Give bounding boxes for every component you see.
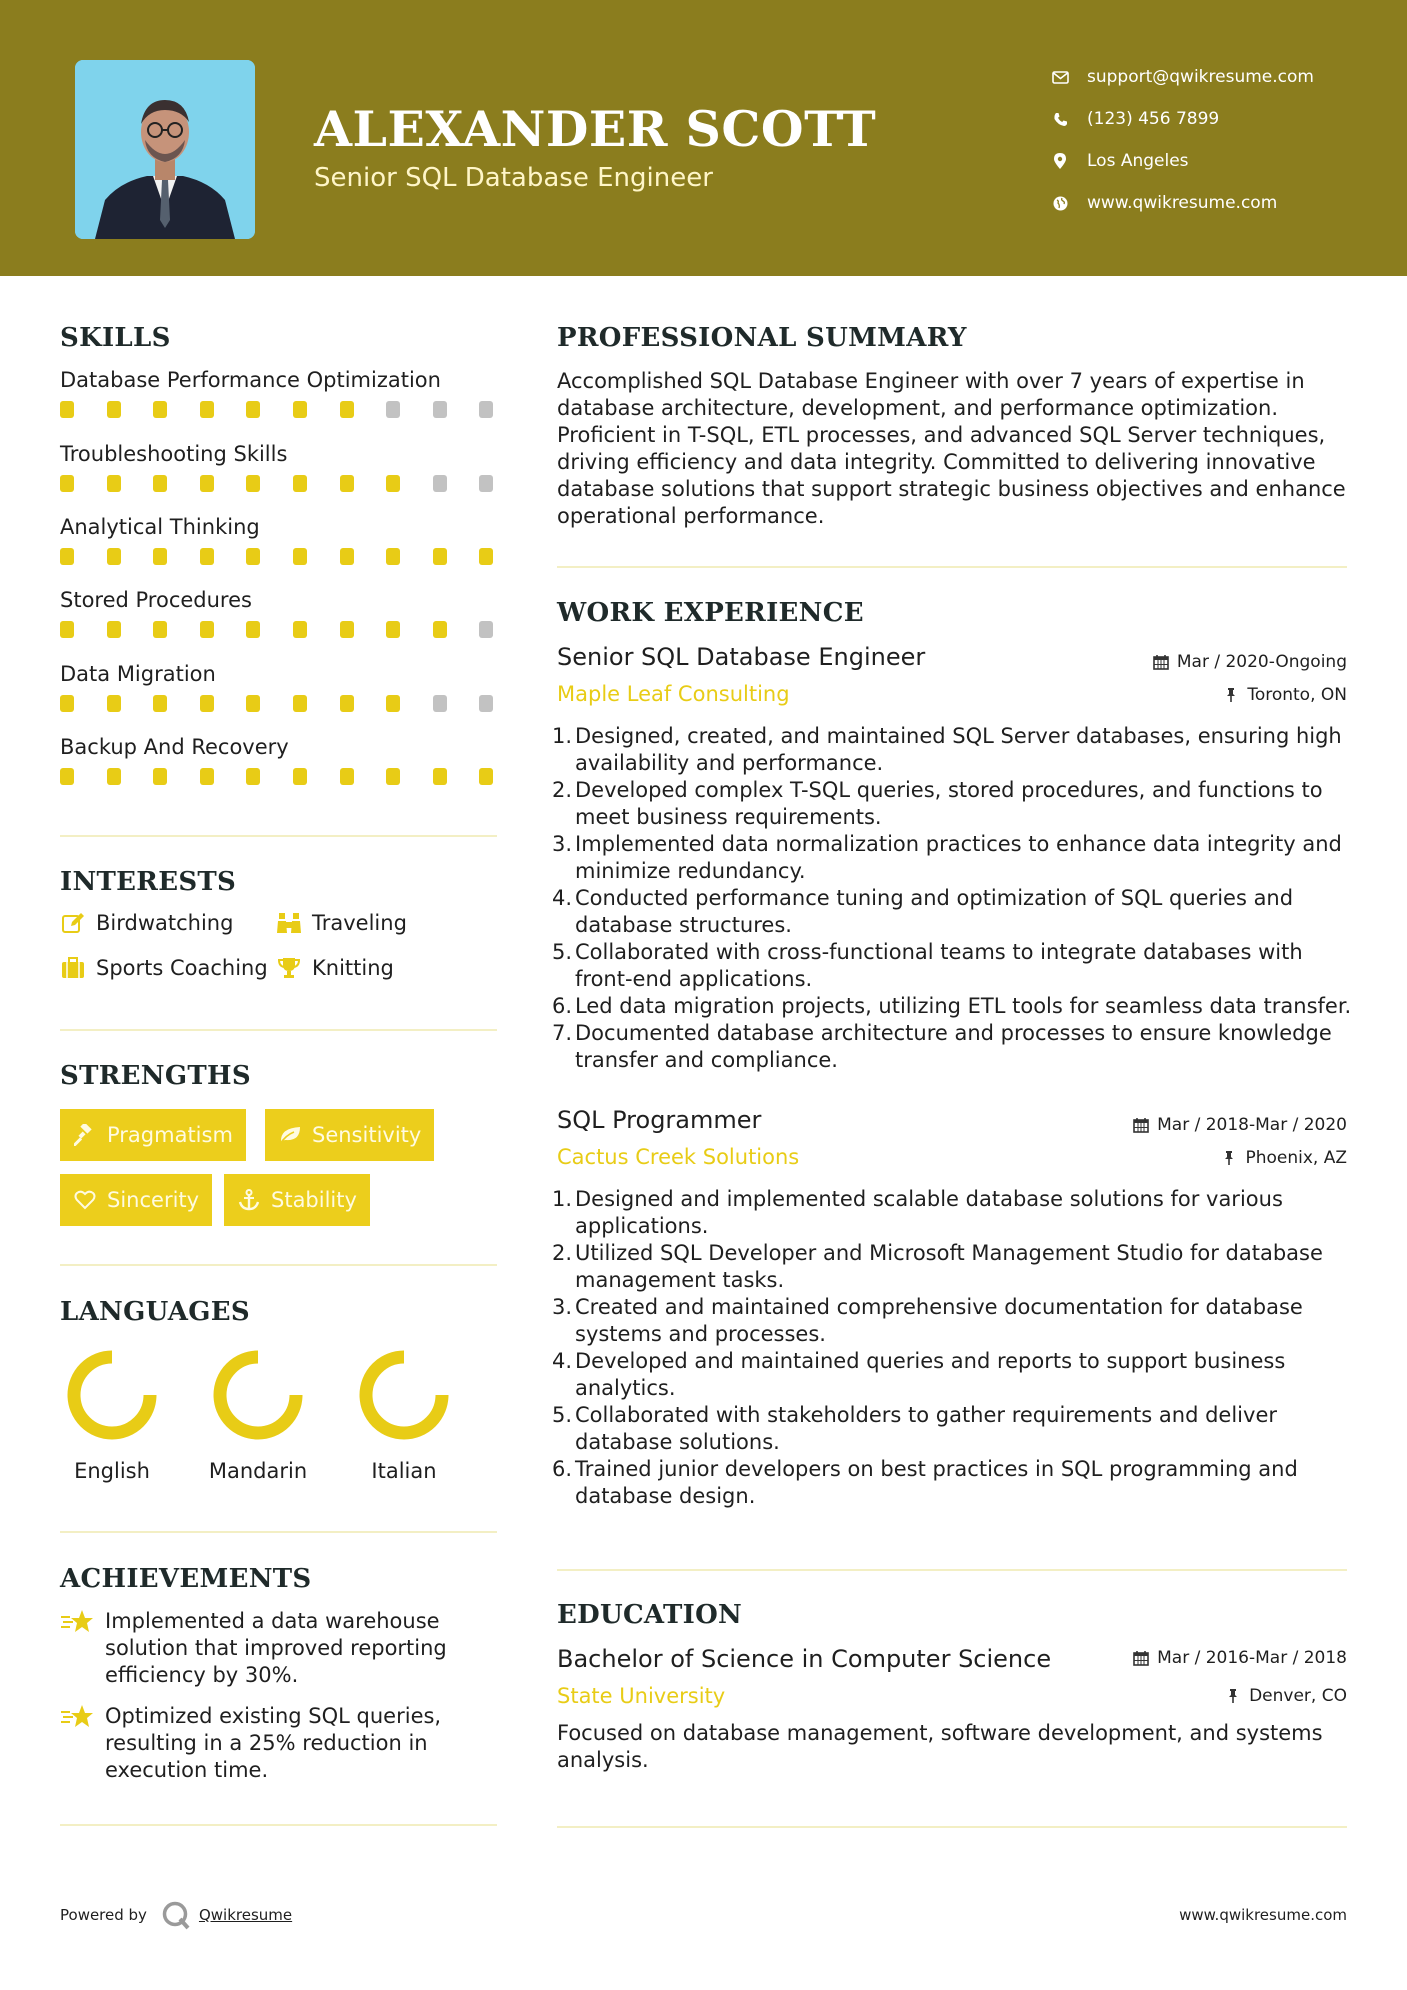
- skill-dot-filled: [293, 548, 307, 565]
- strength-tag: [60, 1174, 212, 1226]
- section-divider: [60, 1029, 497, 1031]
- job-bullet-text: Trained junior developers on best practices in SQL programming and database design.: [575, 1457, 1298, 1508]
- skill-dot-filled: [340, 768, 354, 785]
- strength-tag: [60, 1109, 246, 1161]
- contact-email-text: support@qwikresume.com: [1087, 67, 1314, 87]
- achievement-text: Optimized existing SQL queries, resulting in a 25% reduction in execution time.: [105, 1704, 442, 1782]
- job-title: SQL Programmer: [557, 1106, 762, 1134]
- skill-dot-filled: [107, 695, 121, 712]
- job-bullet-text: Collaborated with cross-functional teams to integrate databases with front-end applications.: [575, 940, 1303, 991]
- school-name: State University: [557, 1684, 726, 1708]
- skill-dot-filled: [479, 768, 493, 785]
- skill-name: Data Migration: [60, 662, 216, 686]
- pin-icon: [1222, 686, 1240, 704]
- language-label: Mandarin: [208, 1459, 308, 1483]
- skill-item: [60, 442, 500, 466]
- job-location-text: Toronto, ON: [1247, 685, 1347, 705]
- skill-dot-filled: [340, 401, 354, 418]
- interest-label: Knitting: [312, 956, 394, 980]
- interest-label: Birdwatching: [96, 911, 234, 935]
- job-location-text: Phoenix, AZ: [1245, 1148, 1347, 1168]
- skill-dot-filled: [153, 768, 167, 785]
- company-name: Cactus Creek Solutions: [557, 1145, 800, 1169]
- job-bullet-text: Designed and implemented scalable database solutions for various applications.: [575, 1187, 1283, 1238]
- skill-dot-filled: [340, 621, 354, 638]
- job-bullet-text: Designed, created, and maintained SQL Server databases, ensuring high availability and performance.: [575, 724, 1342, 775]
- skill-dot-filled: [60, 401, 74, 418]
- trophy-icon: [276, 955, 302, 981]
- calendar-icon: [1132, 1649, 1150, 1667]
- job-location: [1222, 685, 1347, 705]
- summary-text: Accomplished SQL Database Engineer with over 7 years of expertise in database architecture, development, and performance optimization. Proficient in T-SQL, ETL processes, and advanced SQL Server techniques, driving efficiency and data integrity. Committed to delivering innovative database solutions that support strategic business objectives and enhance operational performance.: [557, 369, 1346, 528]
- powered-by: [60, 1900, 292, 1930]
- strength-tag: [224, 1174, 370, 1226]
- skill-dot-empty: [479, 475, 493, 492]
- skill-rating: [60, 768, 500, 786]
- skill-rating: [60, 475, 500, 493]
- skill-dot-filled: [153, 695, 167, 712]
- skill-dot-filled: [153, 475, 167, 492]
- skill-item: [60, 662, 500, 686]
- job-bullet: 6. Led data migration projects, utilizing ETL tools for seamless data transfer.: [552, 994, 1352, 1018]
- skill-dot-filled: [340, 695, 354, 712]
- globe-icon: [1050, 193, 1070, 213]
- pin-icon: [1224, 1687, 1242, 1705]
- qwikresume-link[interactable]: Qwikresume: [198, 1906, 293, 1924]
- skill-dot-filled: [433, 621, 447, 638]
- section-divider: [60, 1824, 497, 1826]
- skill-dot-filled: [107, 548, 121, 565]
- company-name: Maple Leaf Consulting: [557, 682, 790, 706]
- strength-label: Sensitivity: [312, 1123, 422, 1147]
- interest-item: [60, 955, 268, 981]
- skill-dot-filled: [107, 401, 121, 418]
- language-label: English: [74, 1459, 150, 1483]
- skills-heading: SKILLS: [60, 323, 171, 353]
- strength-label: Stability: [271, 1188, 357, 1212]
- job-location: [1220, 1148, 1347, 1168]
- contact-location: [1050, 140, 1314, 182]
- calendar-icon: [1152, 653, 1170, 671]
- section-divider: [557, 566, 1347, 568]
- skill-item: [60, 735, 500, 759]
- skill-dot-filled: [153, 401, 167, 418]
- strengths-heading: STRENGTHS: [60, 1061, 251, 1091]
- interest-item: [276, 910, 407, 936]
- education-heading: EDUCATION: [557, 1600, 743, 1630]
- strength-label: Pragmatism: [107, 1123, 233, 1147]
- skill-dot-filled: [433, 548, 447, 565]
- skill-item: [60, 515, 500, 539]
- skill-dot-filled: [246, 768, 260, 785]
- interest-label: Traveling: [312, 911, 407, 935]
- skill-dot-filled: [107, 475, 121, 492]
- achievement-item: [60, 1703, 500, 1784]
- pin-icon: [1220, 1149, 1238, 1167]
- calendar-icon: [1132, 1116, 1150, 1134]
- skill-dot-filled: [200, 768, 214, 785]
- education-location-text: Denver, CO: [1249, 1686, 1347, 1706]
- interest-item: [60, 910, 233, 936]
- contact-phone[interactable]: [1050, 98, 1314, 140]
- language-gauge: [64, 1347, 160, 1443]
- education-location: [1224, 1686, 1347, 1706]
- job-bullet: 5. Collaborated with stakeholders to gather requirements and deliver database solutions.: [552, 1403, 1277, 1454]
- skill-dot-empty: [433, 475, 447, 492]
- skill-dot-filled: [386, 695, 400, 712]
- skill-dot-filled: [479, 548, 493, 565]
- skill-dot-filled: [200, 621, 214, 638]
- language-label: Italian: [371, 1459, 437, 1483]
- skill-dot-filled: [153, 621, 167, 638]
- skill-name: Database Performance Optimization: [60, 368, 441, 392]
- skill-dot-filled: [386, 548, 400, 565]
- language-gauge: [210, 1347, 306, 1443]
- job-bullet: 2. Utilized SQL Developer and Microsoft Management Studio for database management tasks.: [552, 1241, 1323, 1292]
- contact-phone-text: (123) 456 7899: [1087, 109, 1220, 129]
- skill-dot-filled: [60, 695, 74, 712]
- job-date: [1132, 1115, 1347, 1135]
- map-marker-icon: [1050, 151, 1070, 171]
- achievements-heading: ACHIEVEMENTS: [60, 1564, 312, 1594]
- language-item: [344, 1347, 464, 1483]
- profile-photo: [75, 60, 255, 239]
- job-bullet-text: Implemented data normalization practices to enhance data integrity and minimize redundancy.: [575, 832, 1342, 883]
- skill-dot-filled: [60, 475, 74, 492]
- language-gauge: [356, 1347, 452, 1443]
- skill-dot-filled: [200, 401, 214, 418]
- skill-dot-filled: [200, 695, 214, 712]
- contact-location-text: Los Angeles: [1087, 151, 1189, 171]
- skill-rating: [60, 621, 500, 639]
- skill-dot-empty: [386, 401, 400, 418]
- skill-dot-filled: [153, 548, 167, 565]
- skill-dot-filled: [246, 621, 260, 638]
- skill-dot-empty: [479, 401, 493, 418]
- skill-dot-filled: [246, 695, 260, 712]
- skill-dot-filled: [340, 475, 354, 492]
- skill-item: [60, 588, 500, 612]
- job-bullet-text: Led data migration projects, utilizing ETL tools for seamless data transfer.: [575, 994, 1352, 1018]
- experience-heading: WORK EXPERIENCE: [557, 598, 864, 628]
- job-date-text: Mar / 2020-Ongoing: [1176, 652, 1347, 672]
- qwikresume-logo-icon: [161, 1900, 191, 1930]
- skill-dot-filled: [246, 548, 260, 565]
- job-bullet: 4. Developed and maintained queries and reports to support business analytics.: [552, 1349, 1286, 1400]
- contact-website[interactable]: [1050, 182, 1314, 224]
- skill-dot-empty: [433, 401, 447, 418]
- skill-rating: [60, 695, 500, 713]
- job-bullets: [552, 1186, 1357, 1510]
- section-divider: [557, 1569, 1347, 1571]
- contact-email[interactable]: [1050, 56, 1314, 98]
- skill-name: Backup And Recovery: [60, 735, 289, 759]
- gavel-icon: [73, 1123, 97, 1147]
- section-divider: [60, 1264, 497, 1266]
- skill-dot-filled: [246, 401, 260, 418]
- languages-heading: LANGUAGES: [60, 1297, 250, 1327]
- job-bullet: 7. Documented database architecture and processes to ensure knowledge transfer and compliance.: [552, 1021, 1332, 1072]
- skill-item: [60, 368, 500, 392]
- envelope-icon: [1050, 67, 1070, 87]
- job-bullet: 1. Designed, created, and maintained SQL Server databases, ensuring high availability and performance.: [552, 724, 1342, 775]
- achievement-text: Implemented a data warehouse solution that improved reporting efficiency by 30%.: [105, 1609, 447, 1687]
- skill-rating: [60, 401, 500, 419]
- job-bullet-text: Collaborated with stakeholders to gather requirements and deliver database solutions.: [575, 1403, 1277, 1454]
- footer-website[interactable]: www.qwikresume.com: [1179, 1906, 1347, 1924]
- summary-heading: PROFESSIONAL SUMMARY: [557, 323, 967, 353]
- skill-dot-filled: [246, 475, 260, 492]
- skill-dot-filled: [293, 768, 307, 785]
- job-bullet-text: Documented database architecture and processes to ensure knowledge transfer and compliance.: [575, 1021, 1332, 1072]
- job-bullet-text: Created and maintained comprehensive documentation for database systems and processes.: [575, 1295, 1303, 1346]
- skill-dot-filled: [386, 768, 400, 785]
- skill-dot-filled: [293, 621, 307, 638]
- binoculars-icon: [276, 910, 302, 936]
- contact-website-text: www.qwikresume.com: [1087, 193, 1278, 213]
- skill-dot-filled: [200, 548, 214, 565]
- section-divider: [557, 1826, 1347, 1828]
- skill-dot-filled: [386, 621, 400, 638]
- pencil-square-icon: [60, 910, 86, 936]
- skill-dot-filled: [433, 768, 447, 785]
- achievement-item: [60, 1608, 500, 1689]
- language-item: [52, 1347, 172, 1483]
- skill-dot-filled: [293, 401, 307, 418]
- briefcase-icon: [60, 955, 86, 981]
- skill-dot-empty: [479, 695, 493, 712]
- skill-dot-empty: [433, 695, 447, 712]
- powered-by-text: Powered by: [60, 1906, 147, 1924]
- phone-icon: [1050, 109, 1070, 129]
- skill-name: Troubleshooting Skills: [60, 442, 288, 466]
- job-bullet-text: Developed and maintained queries and reports to support business analytics.: [575, 1349, 1286, 1400]
- skill-dot-filled: [60, 621, 74, 638]
- education-description: Focused on database management, software development, and systems analysis.: [557, 1721, 1323, 1772]
- skill-name: Stored Procedures: [60, 588, 252, 612]
- job-bullet: 3. Created and maintained comprehensive documentation for database systems and processes.: [552, 1295, 1303, 1346]
- interest-label: Sports Coaching: [96, 956, 268, 980]
- leaf-icon: [278, 1123, 302, 1147]
- interests-heading: INTERESTS: [60, 867, 237, 897]
- job-bullet: 3. Implemented data normalization practices to enhance data integrity and minimize redundancy.: [552, 832, 1342, 883]
- skill-dot-filled: [107, 768, 121, 785]
- interest-item: [276, 955, 394, 981]
- education-date: [1132, 1648, 1347, 1668]
- candidate-title: Senior SQL Database Engineer: [314, 163, 713, 193]
- job-bullet-text: Conducted performance tuning and optimization of SQL queries and database structures.: [575, 886, 1294, 937]
- job-bullet: 5. Collaborated with cross-functional teams to integrate databases with front-end applications.: [552, 940, 1303, 991]
- skill-dot-filled: [293, 475, 307, 492]
- skill-name: Analytical Thinking: [60, 515, 260, 539]
- skill-dot-filled: [60, 768, 74, 785]
- job-bullet-text: Developed complex T-SQL queries, stored procedures, and functions to meet business requirements.: [575, 778, 1323, 829]
- job-bullet: 2. Developed complex T-SQL queries, stored procedures, and functions to meet business requirements.: [552, 778, 1323, 829]
- shooting-star-icon: [60, 1608, 94, 1636]
- education-date-text: Mar / 2016-Mar / 2018: [1157, 1648, 1347, 1668]
- job-bullet: 6. Trained junior developers on best practices in SQL programming and database design.: [552, 1457, 1298, 1508]
- language-item: [198, 1347, 318, 1483]
- heart-icon: [73, 1188, 97, 1212]
- job-bullet-text: Utilized SQL Developer and Microsoft Management Studio for database management tasks.: [575, 1241, 1323, 1292]
- job-date-text: Mar / 2018-Mar / 2020: [1157, 1115, 1347, 1135]
- anchor-icon: [237, 1188, 261, 1212]
- job-bullets: [552, 723, 1357, 1074]
- skill-dot-filled: [340, 548, 354, 565]
- strength-tag: [265, 1109, 434, 1161]
- strength-label: Sincerity: [107, 1188, 200, 1212]
- skill-dot-filled: [60, 548, 74, 565]
- resume-header: [0, 0, 1407, 276]
- job-title: Senior SQL Database Engineer: [557, 643, 926, 671]
- shooting-star-icon: [60, 1703, 94, 1731]
- skill-dot-filled: [386, 475, 400, 492]
- skill-dot-filled: [200, 475, 214, 492]
- skill-rating: [60, 548, 500, 566]
- job-date: [1152, 652, 1347, 672]
- skill-dot-empty: [479, 621, 493, 638]
- candidate-name: ALEXANDER SCOTT: [314, 100, 877, 158]
- section-divider: [60, 1531, 497, 1533]
- job-bullet: 1. Designed and implemented scalable database solutions for various applications.: [552, 1187, 1283, 1238]
- job-bullet: 4. Conducted performance tuning and optimization of SQL queries and database structures.: [552, 886, 1294, 937]
- contact-list: [1050, 56, 1314, 224]
- skill-dot-filled: [107, 621, 121, 638]
- skill-dot-filled: [293, 695, 307, 712]
- section-divider: [60, 835, 497, 837]
- degree-title: Bachelor of Science in Computer Science: [557, 1645, 1052, 1673]
